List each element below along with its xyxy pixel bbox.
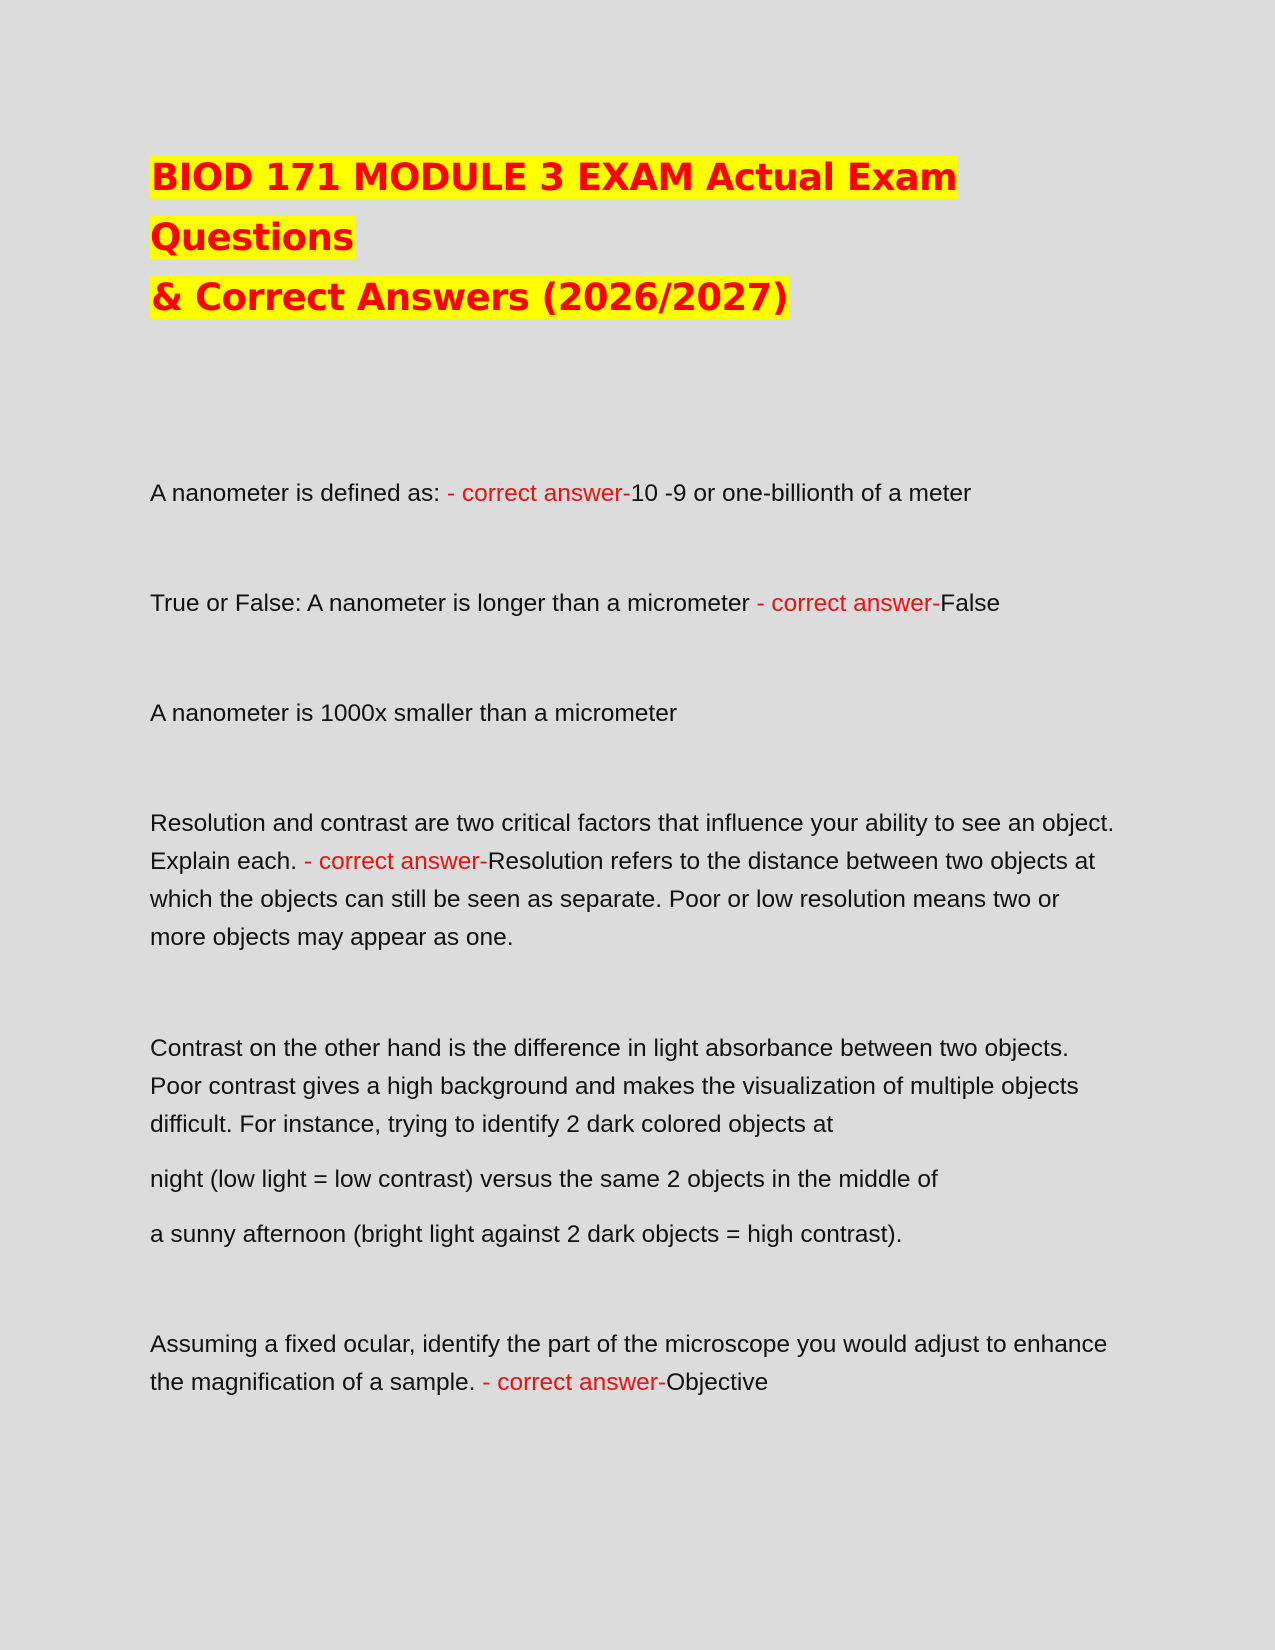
note-item-3: [150, 695, 1120, 733]
question-text: Assuming a fixed ocular, identify the part of the microscope you would adjust to enhance the magnification of a sample.: [150, 1331, 1108, 1396]
answer-marker: - correct answer-: [446, 480, 631, 507]
title-line-2: & Correct Answers (2026/2027): [151, 276, 789, 319]
question-text: True or False: A nanometer is longer than a micrometer: [150, 590, 757, 617]
paragraph-line-3: a sunny afternoon (bright light against 2 dark objects = high contrast).: [150, 1221, 903, 1248]
question-text: A nanometer is defined as:: [150, 480, 447, 507]
line-spacer: [150, 1199, 1120, 1216]
answer-text: False: [940, 590, 1001, 617]
qa-item-2: [150, 585, 1120, 623]
paragraph-line-1: Contrast on the other hand is the difference in light absorbance between two objects. Poor contrast gives a high background and makes the visualization of multiple objects difficult. For instance, trying to identify 2 dark colored objects at: [150, 1035, 1079, 1138]
answer-marker: - correct answer-: [756, 590, 941, 617]
answer-text: 10 -9 or one-billionth of a meter: [630, 480, 972, 507]
answer-text: Resolution refers to the distance between two objects at which the objects can still be seen as separate. Poor or low resolution means two or more objects may appear as one.: [150, 848, 1096, 951]
paragraph-line-2: night (low light = low contrast) versus the same 2 objects in the middle of: [150, 1166, 938, 1193]
qa-item-4: [150, 805, 1120, 957]
document-title: [150, 148, 1130, 328]
qa-item-1: [150, 475, 1120, 513]
answer-marker: - correct answer-: [482, 1369, 667, 1396]
question-text: Resolution and contrast are two critical factors that influence your ability to see an object. Explain each.: [150, 810, 1115, 875]
note-text: A nanometer is 1000x smaller than a micrometer: [150, 700, 677, 727]
paragraph-item-5: [150, 1030, 1120, 1254]
title-line-1: BIOD 171 MODULE 3 EXAM Actual Exam Questions: [150, 156, 958, 259]
answer-text: Objective: [666, 1369, 769, 1396]
answer-marker: - correct answer-: [303, 848, 488, 875]
qa-item-6: [150, 1326, 1120, 1402]
line-spacer: [150, 1144, 1120, 1161]
